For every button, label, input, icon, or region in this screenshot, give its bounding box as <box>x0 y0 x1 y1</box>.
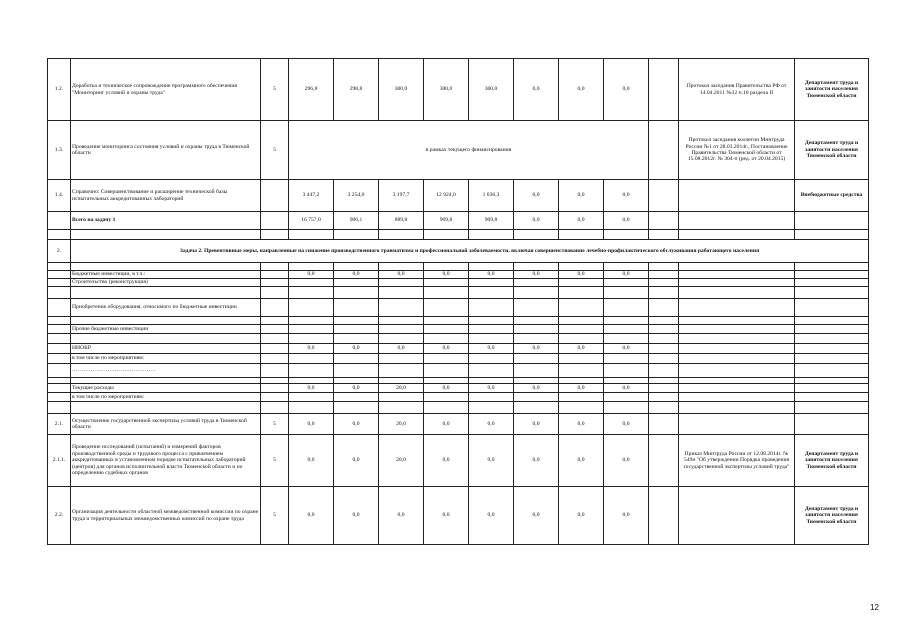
value-cell: 0,0 <box>289 414 334 435</box>
table-row <box>48 487 869 545</box>
category-label: Прочие бюджетные инвестиции <box>71 325 261 334</box>
table-row <box>48 263 869 271</box>
value-cell: 0,0 <box>604 414 649 435</box>
value-cell: 906,1 <box>334 212 379 230</box>
value-cell: 0,0 <box>559 180 604 212</box>
value-cell: 0,0 <box>559 271 604 279</box>
table-row <box>48 287 869 299</box>
activity-title: Проведение мониторинга состояния условий и охраны труда в Тюменской области <box>71 121 261 180</box>
category-label: Бюджетные инвестиции, в т.ч.: <box>71 271 261 279</box>
activity-title: Осуществление государственной экспертизы условий труда в Тюменской области <box>71 414 261 435</box>
executor-cell: Департамент труда и занятости населения Тюменской области <box>795 435 869 487</box>
period-cell: 5 <box>261 414 289 435</box>
table-row <box>48 325 869 334</box>
table-row <box>48 414 869 435</box>
value-cell: 0,0 <box>469 271 514 279</box>
table-row <box>48 393 869 402</box>
value-cell: 300,0 <box>424 59 469 121</box>
category-label: в том числе по мероприятиям: <box>71 354 261 364</box>
value-cell: 0,0 <box>559 487 604 545</box>
value-cell: 3 447,2 <box>289 180 334 212</box>
row-number: 2. <box>48 240 71 263</box>
table-row <box>48 435 869 487</box>
row-number: 1.2. <box>48 59 71 121</box>
empty-cell <box>649 121 679 180</box>
category-label: Текущие расходы <box>71 384 261 393</box>
category-label: в том числе по мероприятиям: <box>71 393 261 402</box>
empty-cell <box>261 180 289 212</box>
task-heading-row <box>48 240 869 263</box>
table-row <box>48 121 869 180</box>
value-cell: 0,0 <box>514 59 559 121</box>
value-cell: 0,0 <box>289 384 334 393</box>
category-label: НИОКР <box>71 344 261 354</box>
legal-basis-cell: Приказ Минтруда России от 12.08.2014г. № 549н "Об утверждении Порядка проведения государственной экспертизы условий труда" <box>679 435 795 487</box>
value-cell: 0,0 <box>334 271 379 279</box>
value-cell: 0,0 <box>514 435 559 487</box>
value-cell: 0,0 <box>289 271 334 279</box>
empty-cell <box>649 212 679 230</box>
period-cell: 5 <box>261 59 289 121</box>
value-cell: 0,0 <box>604 271 649 279</box>
value-cell: 0,0 <box>514 212 559 230</box>
empty-cell <box>679 212 795 230</box>
value-cell: 1 036,3 <box>469 180 514 212</box>
category-label: Приобретение оборудования, относимого по бюджетные инвестиции <box>71 299 261 317</box>
row-number: 2.1.1. <box>48 435 71 487</box>
value-cell: 296,8 <box>289 59 334 121</box>
empty-cell <box>48 212 71 230</box>
empty-cell <box>795 212 869 230</box>
period-cell: 5 <box>261 121 289 180</box>
page-number: 12 <box>870 603 879 612</box>
value-cell: 0,0 <box>424 384 469 393</box>
row-number: 1.3. <box>48 121 71 180</box>
empty-cell <box>649 59 679 121</box>
table-row <box>48 384 869 393</box>
value-cell: 0,0 <box>379 487 424 545</box>
value-cell: 20,0 <box>379 414 424 435</box>
value-cell: 0,0 <box>514 414 559 435</box>
period-cell: 5 <box>261 435 289 487</box>
value-cell: 0,0 <box>604 180 649 212</box>
value-cell: 0,0 <box>559 212 604 230</box>
value-cell: 0,0 <box>469 344 514 354</box>
value-cell: 3 197,7 <box>379 180 424 212</box>
empty-cell <box>649 180 679 212</box>
value-cell: 300,0 <box>379 59 424 121</box>
table-row <box>48 230 869 240</box>
value-cell: 0,0 <box>514 487 559 545</box>
executor-cell: Департамент труда и занятости населения Тюменской области <box>795 121 869 180</box>
value-cell: 0,0 <box>424 271 469 279</box>
total-label: Всего на задачу 1 <box>71 212 261 230</box>
activity-title: Доработка и техническое сопровождение программного обеспечения "Мониторинг условий и охраны труда" <box>71 59 261 121</box>
table-row <box>48 364 869 378</box>
row-number: 2.1. <box>48 414 71 435</box>
program-table <box>47 58 869 545</box>
value-cell: 0,0 <box>424 487 469 545</box>
value-cell: 0,0 <box>469 414 514 435</box>
category-label: Строительство (реконструкция) <box>71 279 261 287</box>
value-cell: 0,0 <box>379 344 424 354</box>
value-cell: 0,0 <box>334 435 379 487</box>
table-row <box>48 402 869 414</box>
table-row <box>48 344 869 354</box>
table-row <box>48 271 869 279</box>
value-cell: 0,0 <box>604 487 649 545</box>
value-cell: 0,0 <box>514 384 559 393</box>
legal-basis-cell: Протокол заседания коллегии Минтруда России №1 от 28.03.2014г., Постановление Правительства Тюменской области от 15.08.2012г. № 304-п (ред. от 20.04.2015) <box>679 121 795 180</box>
value-cell: 0,0 <box>514 271 559 279</box>
value-cell: 16 757,0 <box>289 212 334 230</box>
value-cell: 0,0 <box>469 435 514 487</box>
merged-financing-cell: в рамках текущего финансирования <box>289 121 649 180</box>
value-cell: 0,0 <box>559 435 604 487</box>
value-cell: 12 924,0 <box>424 180 469 212</box>
value-cell: 0,0 <box>424 435 469 487</box>
value-cell: 300,0 <box>469 59 514 121</box>
value-cell: 0,0 <box>604 344 649 354</box>
value-cell: 0,0 <box>289 435 334 487</box>
value-cell: 0,0 <box>289 344 334 354</box>
value-cell: 0,0 <box>334 384 379 393</box>
activity-title: Справочно: Совершенствование и расширение технической базы испытательных аккредитованных лабораторий <box>71 180 261 212</box>
table-row <box>48 180 869 212</box>
value-cell: 0,0 <box>334 344 379 354</box>
row-number: 1.4. <box>48 180 71 212</box>
executor-cell: Внебюджетные средства <box>795 180 869 212</box>
value-cell: 0,0 <box>604 384 649 393</box>
value-cell: 909,8 <box>424 212 469 230</box>
value-cell: 0,0 <box>334 487 379 545</box>
value-cell: 0,0 <box>604 59 649 121</box>
table-row <box>48 334 869 344</box>
value-cell: 889,8 <box>379 212 424 230</box>
period-cell: 5 <box>261 487 289 545</box>
placeholder-dots: ……………………………………… <box>71 364 261 378</box>
value-cell: 0,0 <box>604 212 649 230</box>
table-row <box>48 59 869 121</box>
value-cell: 3 254,0 <box>334 180 379 212</box>
executor-cell: Департамент труда и занятости населения Тюменской области <box>795 487 869 545</box>
value-cell: 0,0 <box>469 487 514 545</box>
table-row <box>48 279 869 287</box>
activity-title: Организация деятельности областной межведомственной комиссии по охране труда и территориальных межведомственных комиссий по охране труда <box>71 487 261 545</box>
value-cell: 20,0 <box>379 435 424 487</box>
value-cell: 0,0 <box>424 344 469 354</box>
activity-title: Проведение исследований (испытаний) и измерений факторов производственной среды и трудового процесса с привлечением аккредитованных в установленном порядке испытательных лабораторий (центров) для органов исполнительной власти Тюменской области и по определению судебных органов <box>71 435 261 487</box>
value-cell: 20,0 <box>379 384 424 393</box>
table-row <box>48 299 869 317</box>
value-cell: 0,0 <box>469 384 514 393</box>
value-cell: 298,8 <box>334 59 379 121</box>
executor-cell: Департамент труда и занятости населения Тюменской области <box>795 59 869 121</box>
table-row <box>48 212 869 230</box>
table-row <box>48 317 869 325</box>
value-cell: 0,0 <box>514 344 559 354</box>
value-cell: 0,0 <box>424 414 469 435</box>
value-cell: 0,0 <box>559 344 604 354</box>
value-cell: 0,0 <box>559 59 604 121</box>
value-cell: 0,0 <box>334 414 379 435</box>
value-cell: 0,0 <box>289 487 334 545</box>
value-cell: 0,0 <box>379 271 424 279</box>
empty-cell <box>679 180 795 212</box>
value-cell: 0,0 <box>559 414 604 435</box>
empty-cell <box>261 212 289 230</box>
value-cell: 0,0 <box>559 384 604 393</box>
value-cell: 0,0 <box>604 435 649 487</box>
row-number: 2.2. <box>48 487 71 545</box>
table-row <box>48 354 869 364</box>
value-cell: 0,0 <box>514 180 559 212</box>
legal-basis-cell: Протокол заседания Правительства РФ от 14.04.2011 №12 п.10 раздела II <box>679 59 795 121</box>
task-heading: Задача 2. Превентивные меры, направленные на снижение производственного травматизма и профессиональной заболеваемости, включая совершенствование лечебно-профилактического обслуживания работающего населения <box>71 240 869 263</box>
value-cell: 909,8 <box>469 212 514 230</box>
